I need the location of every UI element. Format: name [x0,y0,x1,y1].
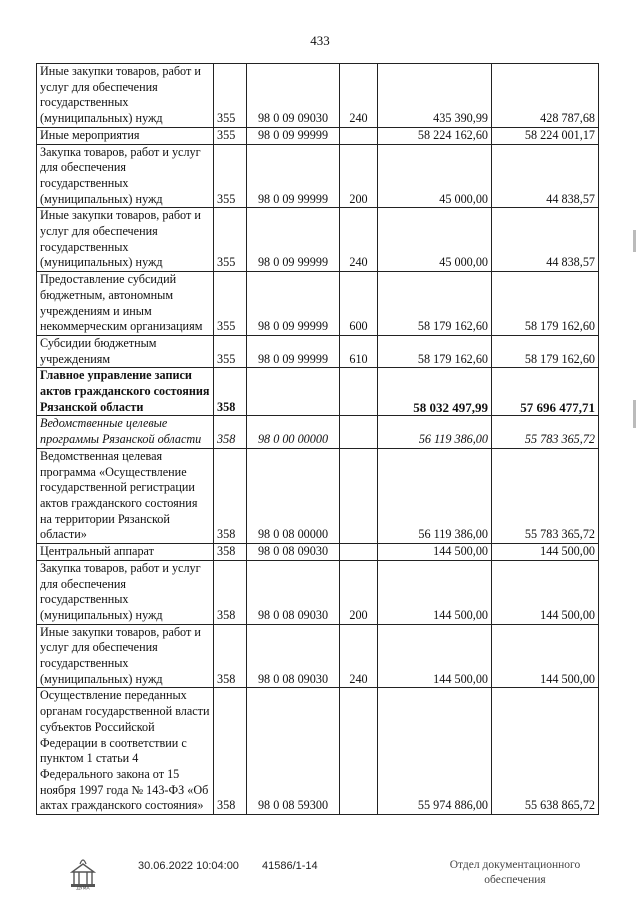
row-name-cell: Осуществление переданных органам государственной власти субъектов Российской Федерации в соответствии с пунктом 1 статьи 4 Федерального закона от 15 ноября 1997 года № 143-ФЗ «Об актах гражданского состояния» [37,688,214,815]
row-amount-executed-cell: 55 638 865,72 [492,688,599,815]
row-expense-type-cell: 240 [340,208,378,272]
table-row [37,127,599,144]
row-amount-planned-cell: 58 224 162,60 [378,127,492,144]
row-amount-executed-cell: 428 787,68 [492,64,599,128]
row-target-code-cell: 98 0 09 09030 [247,64,340,128]
row-amount-planned-cell: 144 500,00 [378,624,492,688]
row-target-code-cell: 98 0 09 99999 [247,208,340,272]
row-name-cell: Субсидии бюджетным учреждениям [37,335,214,367]
row-expense-type-cell: 200 [340,560,378,624]
row-code-cell: 358 [214,560,247,624]
row-name-cell: Иные закупки товаров, работ и услуг для обеспечения государственных (муниципальных) нужд [37,64,214,128]
row-expense-type-cell [340,127,378,144]
row-code-cell: 355 [214,127,247,144]
row-expense-type-cell [340,448,378,543]
row-name-cell: Иные закупки товаров, работ и услуг для обеспечения государственных (муниципальных) нужд [37,208,214,272]
row-target-code-cell: 98 0 08 00000 [247,448,340,543]
row-expense-type-cell [340,544,378,561]
row-amount-executed-cell: 144 500,00 [492,560,599,624]
row-target-code-cell: 98 0 08 59300 [247,688,340,815]
row-name-cell: Предоставление субсидий бюджетным, автономным учреждениям и иным некоммерческим организациям [37,272,214,336]
duma-logo [66,854,100,890]
row-expense-type-cell: 240 [340,64,378,128]
row-code-cell: 355 [214,208,247,272]
svg-text:ДУМА: ДУМА [76,886,90,890]
table-row [37,64,599,128]
row-amount-planned-cell: 56 119 386,00 [378,448,492,543]
row-amount-planned-cell: 56 119 386,00 [378,416,492,448]
row-amount-planned-cell: 144 500,00 [378,560,492,624]
row-name-cell: Иные мероприятия [37,127,214,144]
row-target-code-cell [247,368,340,416]
row-expense-type-cell [340,368,378,416]
budget-table [36,63,599,815]
row-expense-type-cell [340,416,378,448]
footer-department [430,858,600,888]
table-row [37,448,599,543]
scan-edge-mark [633,230,636,252]
row-amount-executed-cell: 55 783 365,72 [492,416,599,448]
row-code-cell: 355 [214,272,247,336]
row-amount-executed-cell: 55 783 365,72 [492,448,599,543]
table-row [37,416,599,448]
table-row [37,544,599,561]
row-target-code-cell: 98 0 09 99999 [247,335,340,367]
row-amount-executed-cell: 57 696 477,71 [492,368,599,416]
row-code-cell: 355 [214,64,247,128]
row-expense-type-cell: 200 [340,144,378,208]
row-name-cell: Иные закупки товаров, работ и услуг для обеспечения государственных (муниципальных) нужд [37,624,214,688]
row-name-cell: Закупка товаров, работ и услуг для обеспечения государственных (муниципальных) нужд [37,144,214,208]
footer-dept-line1: Отдел документационного [449,859,581,871]
table-row [37,368,599,416]
scan-edge-mark [633,400,636,428]
row-amount-planned-cell: 45 000,00 [378,208,492,272]
row-amount-executed-cell: 58 179 162,60 [492,335,599,367]
row-code-cell: 355 [214,144,247,208]
row-expense-type-cell: 240 [340,624,378,688]
row-target-code-cell: 98 0 09 99999 [247,127,340,144]
row-code-cell: 358 [214,624,247,688]
footer-dept-line2: обеспечения [484,874,546,886]
row-amount-executed-cell: 44 838,57 [492,144,599,208]
row-target-code-cell: 98 0 09 99999 [247,144,340,208]
row-target-code-cell: 98 0 09 99999 [247,272,340,336]
row-code-cell: 358 [214,368,247,416]
row-target-code-cell: 98 0 08 09030 [247,624,340,688]
row-amount-planned-cell: 58 032 497,99 [378,368,492,416]
row-code-cell: 358 [214,416,247,448]
row-expense-type-cell: 610 [340,335,378,367]
row-name-cell: Ведомственная целевая программа «Осуществление государственной регистрации актов гражданского состояния на территории Рязанской области» [37,448,214,543]
row-amount-planned-cell: 58 179 162,60 [378,272,492,336]
row-amount-planned-cell: 58 179 162,60 [378,335,492,367]
table-row [37,560,599,624]
row-code-cell: 358 [214,544,247,561]
row-name-cell: Ведомственные целевые программы Рязанской области [37,416,214,448]
row-amount-planned-cell: 55 974 886,00 [378,688,492,815]
table-row [37,272,599,336]
row-amount-executed-cell: 58 224 001,17 [492,127,599,144]
row-amount-planned-cell: 45 000,00 [378,144,492,208]
row-name-cell: Главное управление записи актов гражданского состояния Рязанской области [37,368,214,416]
row-amount-planned-cell: 435 390,99 [378,64,492,128]
table-row [37,335,599,367]
row-name-cell: Закупка товаров, работ и услуг для обеспечения государственных (муниципальных) нужд [37,560,214,624]
row-name-cell: Центральный аппарат [37,544,214,561]
row-code-cell: 358 [214,448,247,543]
row-code-cell: 355 [214,335,247,367]
table-row [37,208,599,272]
row-target-code-cell: 98 0 00 00000 [247,416,340,448]
row-amount-executed-cell: 44 838,57 [492,208,599,272]
row-amount-executed-cell: 144 500,00 [492,624,599,688]
row-amount-executed-cell: 144 500,00 [492,544,599,561]
row-expense-type-cell: 600 [340,272,378,336]
footer-doc-id: 41586/1-14 [262,860,318,872]
row-amount-planned-cell: 144 500,00 [378,544,492,561]
row-code-cell: 358 [214,688,247,815]
page-number: 433 [310,33,330,48]
table-row [37,688,599,815]
row-amount-executed-cell: 58 179 162,60 [492,272,599,336]
row-expense-type-cell [340,688,378,815]
table-row [37,144,599,208]
row-target-code-cell: 98 0 08 09030 [247,544,340,561]
row-target-code-cell: 98 0 08 09030 [247,560,340,624]
table-row [37,624,599,688]
footer-datetime: 30.06.2022 10:04:00 [138,860,239,872]
